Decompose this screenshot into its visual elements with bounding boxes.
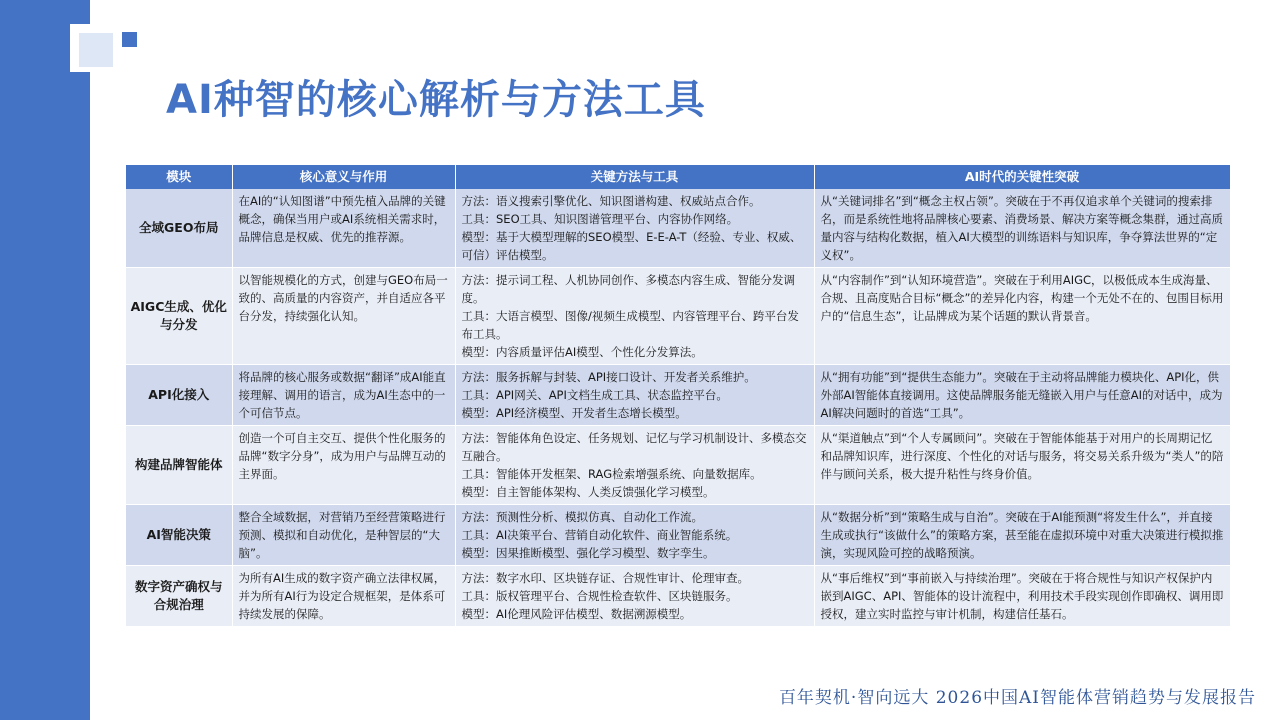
methods-cell: [455, 268, 814, 365]
tool-line: 工具：API网关、API文档生成工具、状态监控平台。: [461, 388, 728, 402]
header-methods: 关键方法与工具: [455, 165, 814, 189]
breakthrough-cell: 从“内容制作”到“认知环境营造”。突破在于利用AIGC，以极低成本生成海量、合规、且高度贴合目标“概念”的差异化内容，构建一个无处不在的、包围目标用户的“信息生态”，让品牌成为某个话题的默认背景音。: [814, 268, 1230, 365]
tool-line: 工具：版权管理平台、合规性检查软件、区块链服务。: [461, 589, 738, 603]
method-line: 方法：预测性分析、模拟仿真、自动化工作流。: [461, 510, 703, 524]
methods-cell: [455, 189, 814, 268]
module-cell: 全域GEO布局: [126, 189, 232, 268]
module-cell: API化接入: [126, 365, 232, 426]
page-title: AI种智的核心解析与方法工具: [166, 77, 706, 123]
meaning-cell: 在AI的“认知图谱”中预先植入品牌的关键概念，确保当用户或AI系统相关需求时，品牌信息是权威、优先的推荐源。: [232, 189, 455, 268]
meaning-cell: 为所有AI生成的数字资产确立法律权属，并为所有AI行为设定合规框架，是体系可持续发展的保障。: [232, 566, 455, 627]
model-line: 模型：AI伦理风险评估模型、数据溯源模型。: [461, 607, 692, 621]
module-cell: AIGC生成、优化与分发: [126, 268, 232, 365]
method-line: 方法：语义搜索引擎优化、知识图谱构建、权威站点合作。: [461, 194, 761, 208]
table-header-row: [126, 165, 1230, 189]
table-row: [126, 365, 1230, 426]
meaning-cell: 将品牌的核心服务或数据“翻译”成AI能直接理解、调用的语言，成为AI生态中的一个可信节点。: [232, 365, 455, 426]
table-row: [126, 566, 1230, 627]
methods-cell: [455, 426, 814, 505]
analysis-table: [126, 165, 1231, 627]
tool-line: 工具：智能体开发框架、RAG检索增强系统、向量数据库。: [461, 467, 762, 481]
meaning-cell: 创造一个可自主交互、提供个性化服务的品牌“数字分身”，成为用户与品牌互动的主界面。: [232, 426, 455, 505]
methods-cell: [455, 365, 814, 426]
header-breakthrough: AI时代的关键性突破: [814, 165, 1230, 189]
method-line: 方法：服务拆解与封装、API接口设计、开发者关系维护。: [461, 370, 756, 384]
method-line: 方法：数字水印、区块链存证、合规性审计、伦理审查。: [461, 571, 749, 585]
tool-line: 工具：SEO工具、知识图谱管理平台、内容协作网络。: [461, 212, 739, 226]
decorative-square-inner: [79, 33, 113, 67]
model-line: 模型：因果推断模型、强化学习模型、数字孪生。: [461, 546, 715, 560]
meaning-cell: 以智能规模化的方式，创建与GEO布局一致的、高质量的内容资产，并自适应各平台分发，持续强化认知。: [232, 268, 455, 365]
breakthrough-cell: 从“拥有功能”到“提供生态能力”。突破在于主动将品牌能力模块化、API化，供外部AI智能体直接调用。这使品牌服务能无缝嵌入用户与任意AI的对话中，成为AI解决问题时的首选“工具”。: [814, 365, 1230, 426]
report-footer: 百年契机·智向远大 2026中国AI智能体营销趋势与发展报告: [778, 688, 1256, 708]
decorative-square-small: [122, 32, 137, 47]
module-cell: 构建品牌智能体: [126, 426, 232, 505]
table-row: [126, 268, 1230, 365]
method-line: 方法：智能体角色设定、任务规划、记忆与学习机制设计、多模态交互融合。: [461, 431, 807, 463]
breakthrough-cell: 从“数据分析”到“策略生成与自治”。突破在于AI能预测“将发生什么”，并直接生成或执行“该做什么”的策略方案，甚至能在虚拟环境中对重大决策进行模拟推演，实现风险可控的战略预演。: [814, 505, 1230, 566]
methods-cell: [455, 566, 814, 627]
module-cell: 数字资产确权与合规治理: [126, 566, 232, 627]
table-row: [126, 426, 1230, 505]
module-cell: AI智能决策: [126, 505, 232, 566]
header-module: 模块: [126, 165, 232, 189]
model-line: 模型：API经济模型、开发者生态增长模型。: [461, 406, 687, 420]
breakthrough-cell: 从“关键词排名”到“概念主权占领”。突破在于不再仅追求单个关键词的搜索排名，而是系统性地将品牌核心要素、消费场景、解决方案等概念集群，通过高质量内容与结构化数据，植入AI大模型的训练语料与知识库，争夺算法世界的“定义权”。: [814, 189, 1230, 268]
model-line: 模型：基于大模型理解的SEO模型、E-E-A-T（经验、专业、权威、可信）评估模型。: [461, 230, 802, 262]
breakthrough-cell: 从“渠道触点”到“个人专属顾问”。突破在于智能体能基于对用户的长周期记忆和品牌知识库，进行深度、个性化的对话与服务，将交易关系升级为“类人”的陪伴与顾问关系，极大提升粘性与终身价值。: [814, 426, 1230, 505]
left-accent-bar: [0, 0, 90, 720]
meaning-cell: 整合全域数据，对营销乃至经营策略进行预测、模拟和自动优化，是种智层的“大脑”。: [232, 505, 455, 566]
table-row: [126, 189, 1230, 268]
model-line: 模型：自主智能体架构、人类反馈强化学习模型。: [461, 485, 715, 499]
method-line: 方法：提示词工程、人机协同创作、多模态内容生成、智能分发调度。: [461, 273, 795, 305]
table-row: [126, 505, 1230, 566]
breakthrough-cell: 从“事后维权”到“事前嵌入与持续治理”。突破在于将合规性与知识产权保护内嵌到AIGC、API、智能体的设计流程中，利用技术手段实现创作即确权、调用即授权，建立实时监控与审计机制，构建信任基石。: [814, 566, 1230, 627]
header-meaning: 核心意义与作用: [232, 165, 455, 189]
methods-cell: [455, 505, 814, 566]
model-line: 模型：内容质量评估AI模型、个性化分发算法。: [461, 345, 703, 359]
tool-line: 工具：AI决策平台、营销自动化软件、商业智能系统。: [461, 528, 738, 542]
tool-line: 工具：大语言模型、图像/视频生成模型、内容管理平台、跨平台发布工具。: [461, 309, 799, 341]
